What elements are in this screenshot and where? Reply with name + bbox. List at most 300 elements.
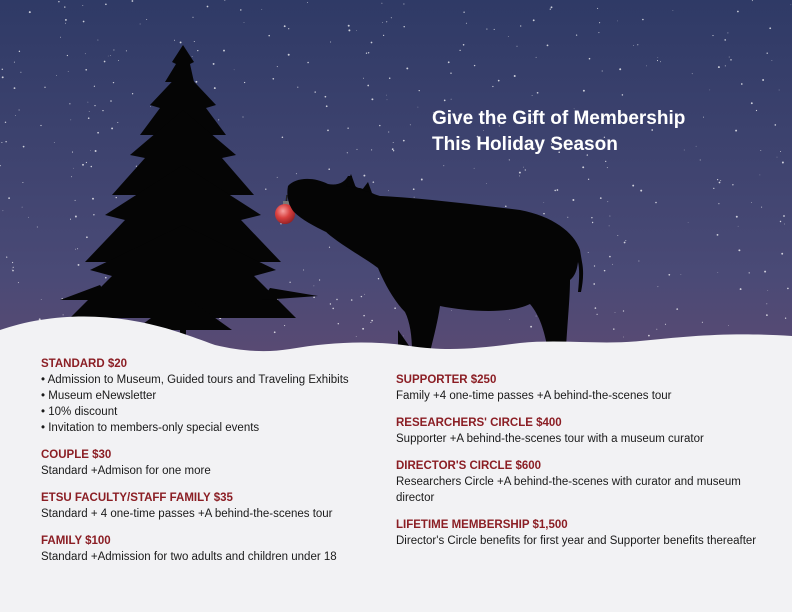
snow-speck [547, 45, 549, 47]
snow-speck [94, 105, 95, 106]
snow-speck [348, 25, 350, 27]
snow-speck [314, 286, 315, 287]
snow-speck [597, 8, 598, 9]
snow-speck [313, 296, 315, 298]
snow-speck [132, 93, 133, 94]
snow-speck [681, 274, 682, 275]
snow-speck [370, 322, 371, 323]
snow-speck [117, 122, 118, 123]
snow-speck [767, 53, 768, 54]
snow-speck [150, 106, 151, 107]
snow-speck [592, 222, 593, 223]
snow-speck [330, 303, 331, 304]
snow-speck [328, 168, 330, 170]
snow-speck [218, 119, 219, 120]
membership-tiers-right [396, 356, 766, 560]
tier-name: RESEARCHERS' CIRCLE $400 [396, 417, 562, 429]
snow-speck [730, 59, 731, 60]
snow-speck [718, 203, 719, 204]
snow-speck [240, 9, 241, 10]
snow-speck [609, 226, 610, 227]
snow-speck [132, 0, 134, 2]
snow-speck [410, 124, 411, 125]
snow-speck [97, 40, 98, 41]
snow-speck [351, 299, 353, 301]
snow-speck [15, 115, 16, 116]
snow-speck [596, 314, 597, 315]
snow-speck [136, 166, 137, 167]
snow-speck [604, 270, 606, 272]
snow-speck [779, 90, 780, 91]
snow-speck [648, 335, 650, 337]
snow-speck [214, 87, 216, 89]
snow-speck [768, 290, 769, 291]
snow-speck [443, 165, 444, 166]
tier-name: STANDARD $20 [41, 358, 128, 370]
snow-speck [223, 50, 225, 52]
snow-speck [537, 92, 539, 94]
snow-speck [720, 180, 721, 181]
snow-speck [463, 12, 464, 13]
snow-speck [752, 0, 753, 1]
snow-speck [688, 222, 689, 223]
snow-speck [371, 42, 373, 44]
snow-speck [543, 202, 544, 203]
snow-speck [102, 110, 103, 111]
snow-speck [727, 32, 728, 33]
snow-speck [780, 151, 781, 152]
snow-speck [288, 28, 289, 29]
tier-directors-circle [396, 458, 766, 506]
snow-speck [303, 270, 304, 271]
tier-name: SUPPORTER $250 [396, 374, 497, 386]
snow-speck [725, 65, 726, 66]
snow-speck [764, 271, 766, 273]
snow-speck [494, 29, 495, 30]
snow-speck [314, 91, 315, 92]
snow-speck [14, 62, 15, 63]
snow-speck [54, 142, 55, 143]
snow-speck [72, 152, 73, 153]
snow-speck [486, 183, 487, 184]
snow-speck [735, 130, 737, 132]
snow-speck [588, 252, 589, 253]
snow-speck [594, 265, 595, 266]
snow-speck [368, 52, 369, 53]
snow-speck [421, 179, 423, 181]
snow-speck [403, 140, 405, 142]
snow-speck [781, 253, 783, 255]
snow-speck [338, 323, 339, 324]
snow-speck [92, 198, 94, 200]
snow-speck [41, 299, 42, 300]
snow-speck [244, 82, 245, 83]
tier-name: LIFETIME MEMBERSHIP $1,500 [396, 519, 568, 531]
snow-speck [110, 55, 111, 56]
snow-speck [174, 40, 175, 41]
snow-speck [383, 35, 384, 36]
snow-speck [213, 63, 215, 65]
snow-speck [624, 242, 626, 244]
snow-speck [336, 299, 337, 300]
snow-speck [373, 181, 375, 183]
snow-speck [388, 190, 389, 191]
snow-speck [63, 314, 64, 315]
snow-speck [297, 87, 298, 88]
snow-speck [284, 25, 286, 27]
snow-speck [444, 100, 446, 102]
snow-speck [717, 234, 719, 236]
snow-speck [363, 175, 365, 177]
snow-speck [91, 166, 93, 168]
snow-speck [393, 142, 394, 143]
snow-speck [533, 19, 535, 21]
snow-speck [332, 308, 334, 310]
snow-speck [94, 86, 95, 87]
snow-speck [751, 102, 753, 104]
snow-speck [40, 125, 41, 126]
snow-speck [463, 44, 465, 46]
snow-speck [357, 149, 358, 150]
snow-speck [277, 177, 278, 178]
snow-speck [70, 120, 71, 121]
snow-speck [116, 197, 117, 198]
snow-speck [90, 150, 91, 151]
snow-speck [65, 23, 66, 24]
snow-speck [729, 57, 730, 58]
snow-speck [329, 247, 330, 248]
snow-speck [1, 142, 2, 143]
snow-speck [261, 9, 262, 10]
snow-speck [600, 197, 602, 199]
snow-speck [146, 19, 147, 20]
snow-speck [740, 288, 742, 290]
snow-speck [595, 307, 597, 309]
snow-speck [772, 60, 773, 61]
snow-speck [197, 50, 198, 51]
snow-speck [598, 32, 599, 33]
tier-name: ETSU FACULTY/STAFF FAMILY $35 [41, 492, 233, 504]
snow-speck [582, 166, 584, 168]
snow-speck [364, 294, 365, 295]
snow-speck [749, 272, 750, 273]
snow-speck [712, 35, 713, 36]
snow-speck [509, 159, 510, 160]
snow-speck [692, 73, 693, 74]
snow-speck [741, 83, 743, 85]
snow-speck [73, 168, 74, 169]
snow-speck [414, 197, 415, 198]
snow-speck [622, 94, 624, 96]
membership-tiers-left [41, 356, 401, 576]
snow-speck [93, 214, 94, 215]
snow-speck [588, 179, 589, 180]
benefit-item: • Admission to Museum, Guided tours and Traveling Exhibits [41, 372, 401, 388]
snow-speck [113, 82, 114, 83]
snow-speck [505, 205, 507, 207]
snow-speck [29, 11, 31, 13]
snow-speck [192, 56, 193, 57]
snow-speck [244, 22, 245, 23]
snow-speck [140, 24, 141, 25]
snow-speck [418, 107, 419, 108]
snow-speck [82, 164, 84, 166]
snow-speck [195, 81, 197, 83]
snow-speck [394, 307, 396, 309]
snow-speck [118, 60, 119, 61]
snow-speck [607, 201, 608, 202]
snow-speck [557, 189, 559, 191]
snow-speck [738, 226, 739, 227]
snow-speck [88, 102, 89, 103]
snow-speck [623, 337, 624, 338]
snow-speck [451, 310, 452, 311]
snow-speck [591, 217, 592, 218]
snow-speck [348, 29, 350, 31]
snow-speck [207, 6, 209, 8]
snow-speck [615, 312, 616, 313]
snow-speck [363, 78, 364, 79]
snow-speck [274, 331, 276, 333]
snow-speck [523, 167, 524, 168]
snow-speck [86, 162, 87, 163]
snow-speck [327, 130, 329, 132]
snow-speck [760, 175, 761, 176]
snow-speck [113, 49, 114, 50]
snow-speck [44, 87, 45, 88]
snow-speck [509, 319, 510, 320]
snow-speck [519, 172, 521, 174]
snow-speck [719, 182, 721, 184]
snow-speck [780, 221, 781, 222]
snow-speck [668, 274, 670, 276]
snow-speck [673, 10, 674, 11]
snow-speck [728, 325, 729, 326]
snow-speck [403, 336, 404, 337]
snow-speck [589, 58, 591, 60]
snow-speck [192, 17, 193, 18]
headline-line-2: This Holiday Season [432, 134, 618, 155]
snow-speck [554, 190, 556, 192]
snow-speck [75, 249, 76, 250]
snow-speck [89, 111, 90, 112]
snow-speck [632, 185, 634, 187]
snow-speck [23, 146, 25, 148]
snow-speck [387, 99, 388, 100]
snow-speck [543, 213, 545, 215]
snow-speck [319, 279, 320, 280]
snow-speck [75, 200, 76, 201]
snow-speck [619, 68, 621, 70]
snow-speck [12, 269, 13, 270]
snow-speck [514, 75, 516, 77]
snow-speck [646, 66, 647, 67]
snow-speck [551, 6, 553, 8]
snow-speck [637, 44, 638, 45]
snow-speck [242, 116, 243, 117]
tier-name: FAMILY $100 [41, 535, 111, 547]
snow-speck [732, 184, 733, 185]
snow-speck [783, 215, 785, 217]
snow-speck [703, 117, 704, 118]
snow-speck [282, 137, 284, 139]
snow-speck [325, 96, 327, 98]
snow-speck [19, 51, 20, 52]
snow-speck [602, 70, 603, 71]
snow-speck [536, 316, 537, 317]
tier-description: Standard + 4 one-time passes +A behind-the-scenes tour [41, 508, 333, 520]
snow-speck [766, 303, 767, 304]
snow-speck [69, 103, 70, 104]
snow-speck [382, 22, 383, 23]
snow-speck [696, 146, 697, 147]
snow-speck [393, 150, 394, 151]
snow-speck [623, 310, 624, 311]
snow-speck [769, 27, 771, 29]
snow-speck [403, 26, 404, 27]
snow-speck [22, 182, 23, 183]
snow-speck [108, 56, 109, 57]
snow-speck [702, 322, 703, 323]
snow-speck [78, 264, 80, 266]
snow-speck [709, 90, 710, 91]
snow-speck [22, 207, 23, 208]
benefit-item: • Museum eNewsletter [41, 388, 401, 404]
snow-speck [82, 5, 83, 6]
snow-speck [95, 150, 97, 152]
snow-speck [762, 79, 764, 81]
snow-speck [640, 190, 642, 192]
snow-speck [777, 157, 778, 158]
snow-speck [284, 325, 285, 326]
snow-speck [5, 141, 6, 142]
snow-speck [617, 21, 618, 22]
snow-speck [19, 109, 20, 110]
snow-speck [330, 42, 331, 43]
snow-speck [85, 69, 87, 71]
snow-speck [498, 80, 500, 82]
snow-speck [371, 320, 373, 322]
tier-supporter [396, 372, 766, 404]
snow-speck [617, 235, 618, 236]
snow-speck [391, 17, 392, 18]
snow-speck [599, 22, 600, 23]
snow-speck [77, 248, 78, 249]
snow-speck [97, 132, 99, 134]
snow-speck [782, 162, 784, 164]
snow-speck [550, 8, 551, 9]
snow-speck [272, 78, 274, 80]
snow-speck [718, 66, 720, 68]
tier-description: Standard +Admison for one more [41, 465, 211, 477]
tier-etsu-faculty-staff-family [41, 490, 401, 522]
snow-speck [2, 76, 4, 78]
snow-speck [760, 150, 761, 151]
snow-speck [717, 179, 718, 180]
headline [432, 106, 685, 158]
snow-speck [576, 34, 577, 35]
snow-speck [392, 148, 394, 150]
snow-speck [655, 202, 657, 204]
snow-speck [3, 210, 4, 211]
snow-speck [14, 87, 16, 89]
snow-speck [12, 270, 14, 272]
snow-speck [356, 30, 357, 31]
snow-speck [657, 60, 658, 61]
snow-speck [413, 188, 415, 190]
snow-speck [71, 176, 72, 177]
snow-speck [363, 315, 365, 317]
snow-speck [110, 100, 112, 102]
snow-speck [8, 197, 10, 199]
snow-speck [361, 296, 362, 297]
snow-speck [658, 286, 659, 287]
snow-speck [12, 262, 13, 263]
benefit-item: • Invitation to members-only special events [41, 420, 401, 436]
snow-speck [18, 282, 19, 283]
snow-speck [633, 45, 634, 46]
snow-speck [126, 50, 127, 51]
snow-speck [609, 216, 610, 217]
snow-speck [234, 70, 235, 71]
snow-speck [378, 278, 379, 279]
snow-speck [371, 98, 373, 100]
snow-speck [492, 86, 493, 87]
tier-lifetime-membership [396, 517, 766, 549]
snow-speck [356, 336, 357, 337]
snow-speck [104, 61, 106, 63]
snow-speck [737, 11, 739, 13]
snow-speck [474, 168, 475, 169]
snow-speck [656, 329, 657, 330]
snow-speck [20, 72, 21, 73]
snow-speck [289, 282, 290, 283]
snow-speck [406, 67, 408, 69]
snow-speck [277, 66, 278, 67]
snow-speck [756, 110, 757, 111]
tier-description: Director's Circle benefits for first year and Supporter benefits thereafter [396, 535, 757, 547]
snow-speck [605, 161, 606, 162]
tier-couple [41, 447, 401, 479]
snow-speck [676, 308, 678, 310]
snow-speck [784, 224, 785, 225]
tier-description: Supporter +A behind-the-scenes tour with a museum curator [396, 433, 704, 445]
snow-speck [105, 277, 107, 279]
snow-speck [612, 264, 613, 265]
snow-speck [88, 117, 90, 119]
snow-speck [288, 54, 290, 56]
snow-speck [486, 29, 487, 30]
snow-speck [508, 36, 509, 37]
snow-speck [296, 173, 297, 174]
snow-speck [775, 124, 777, 126]
snow-speck [657, 57, 658, 58]
snow-speck [536, 57, 537, 58]
tier-name: DIRECTOR'S CIRCLE $600 [396, 460, 542, 472]
snow-speck [532, 95, 533, 96]
snow-speck [519, 175, 520, 176]
snow-speck [307, 2, 308, 3]
snow-speck [362, 328, 364, 330]
snow-speck [367, 85, 369, 87]
snow-speck [583, 90, 585, 92]
benefit-item: • 10% discount [41, 404, 401, 420]
snow-speck [738, 249, 740, 251]
snow-speck [607, 167, 608, 168]
snow-speck [64, 6, 65, 7]
snow-speck [111, 127, 113, 129]
snow-speck [525, 169, 526, 170]
